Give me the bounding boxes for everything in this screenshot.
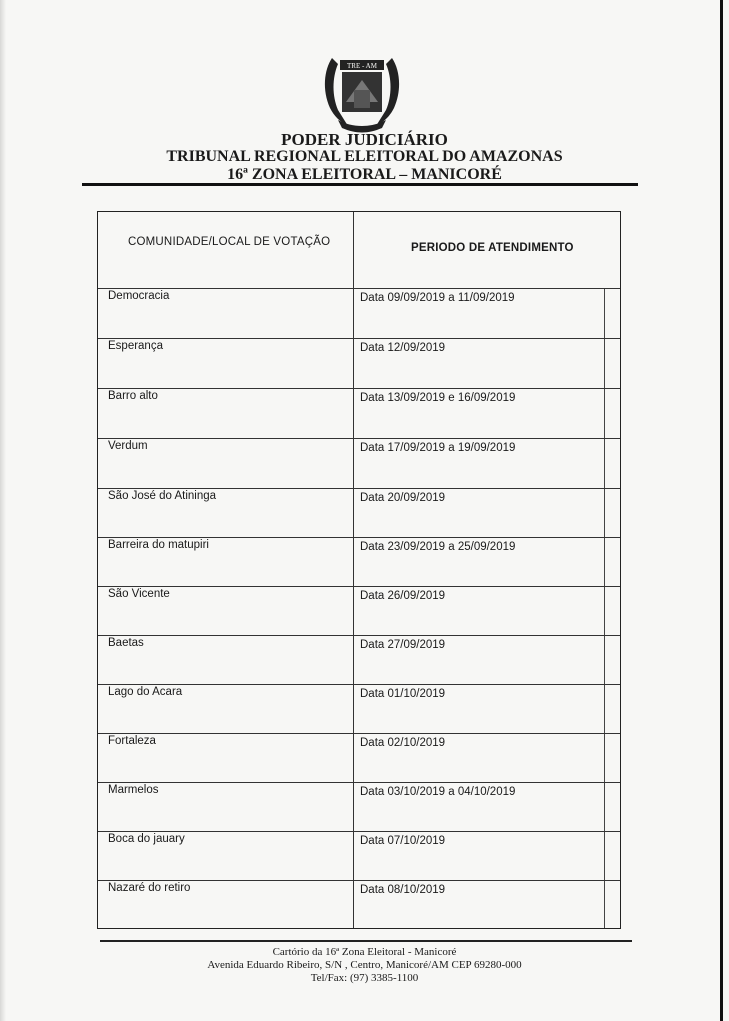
table-row (98, 488, 620, 538)
row-period: Data 17/09/2019 a 19/09/2019 (360, 442, 516, 454)
row-location: Democracia (108, 290, 170, 302)
table-row (98, 635, 620, 685)
row-period: Data 02/10/2019 (360, 737, 446, 749)
table-row (98, 831, 620, 881)
row-period: Data 01/10/2019 (360, 688, 446, 700)
footer-address: Avenida Eduardo Ribeiro, S/N , Centro, Manicoré/AM CEP 69280-000 (207, 959, 522, 971)
table-row (98, 684, 620, 734)
row-location: Nazaré do retiro (108, 882, 191, 894)
column-header-location: COMUNIDADE/LOCAL DE VOTAÇÃO (128, 236, 331, 248)
row-location: Barreira do matupiri (108, 539, 209, 551)
row-location: Verdum (108, 440, 148, 452)
svg-text:TRE - AM: TRE - AM (347, 62, 377, 70)
header-judiciary: PODER JUDICIÁRIO (281, 130, 448, 149)
row-location: Lago do Acara (108, 686, 183, 698)
header-zone: 16ª ZONA ELEITORAL – MANICORÉ (227, 166, 502, 183)
schedule-table (97, 211, 621, 929)
footer-office: Cartório da 16ª Zona Eleitoral - Manicoré (272, 946, 457, 958)
row-period: Data 03/10/2019 a 04/10/2019 (360, 786, 516, 798)
row-location: São Vicente (108, 588, 170, 600)
table-row (98, 733, 620, 783)
row-period: Data 08/10/2019 (360, 884, 446, 896)
court-emblem-icon (318, 50, 406, 138)
row-location: Barro alto (108, 390, 158, 402)
row-period: Data 12/09/2019 (360, 342, 446, 354)
footer-phone: Tel/Fax: (97) 3385-1100 (310, 972, 419, 984)
row-location: Baetas (108, 637, 144, 649)
row-period: Data 27/09/2019 (360, 639, 446, 651)
row-location: São José do Atininga (108, 490, 217, 502)
row-location: Marmelos (108, 784, 159, 796)
row-period: Data 07/10/2019 (360, 835, 446, 847)
column-header-period: PERIODO DE ATENDIMENTO (411, 242, 574, 254)
row-location: Fortaleza (108, 735, 156, 747)
row-period: Data 09/09/2019 a 11/09/2019 (360, 292, 515, 304)
table-row (98, 586, 620, 636)
row-period: Data 13/09/2019 e 16/09/2019 (360, 392, 516, 404)
table-row (98, 438, 620, 488)
header-rule (82, 183, 638, 186)
table-row (98, 537, 620, 587)
table-row (98, 338, 620, 388)
row-period: Data 23/09/2019 a 25/09/2019 (360, 541, 516, 553)
table-row (98, 388, 620, 438)
header-court: TRIBUNAL REGIONAL ELEITORAL DO AMAZONAS (166, 148, 563, 165)
row-location: Esperança (108, 340, 163, 352)
table-row (98, 288, 620, 338)
table-row (98, 880, 620, 930)
row-period: Data 20/09/2019 (360, 492, 446, 504)
footer-rule (100, 940, 632, 942)
row-location: Boca do jauary (108, 833, 185, 845)
row-period: Data 26/09/2019 (360, 590, 446, 602)
table-row (98, 782, 620, 832)
